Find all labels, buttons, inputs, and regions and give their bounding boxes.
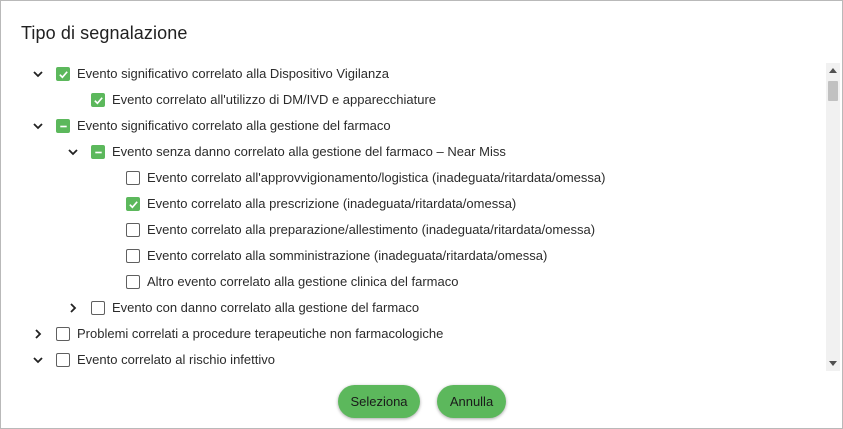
checkbox-unchecked[interactable] — [126, 171, 140, 185]
checkbox-indeterminate[interactable] — [56, 119, 70, 133]
check-icon — [93, 95, 104, 106]
checkbox-unchecked[interactable] — [126, 275, 140, 289]
check-icon — [58, 69, 69, 80]
tree-view — [21, 61, 826, 371]
dialog-title: Tipo di segnalazione — [21, 23, 188, 43]
check-icon — [128, 199, 139, 210]
scroll-down-arrow-icon[interactable] — [826, 357, 840, 371]
tree-item-label: Evento significativo correlato alla Dispositivo Vigilanza — [77, 66, 389, 81]
tree-item-label: Evento correlato alla preparazione/allestimento (inadeguata/ritardata/omessa) — [147, 222, 596, 237]
chevron-right-icon[interactable] — [31, 327, 45, 341]
select-button[interactable]: Seleziona — [338, 385, 420, 418]
minus-icon — [93, 147, 104, 158]
cancel-button[interactable]: Annulla — [437, 385, 506, 418]
chevron-down-icon[interactable] — [66, 145, 80, 159]
tree-item-label: Evento correlato alla somministrazione (inadeguata/ritardata/omessa) — [147, 248, 548, 263]
tree-item-label: Evento correlato all'utilizzo di DM/IVD e apparecchiature — [112, 92, 437, 107]
tree-item-somministrazione[interactable] — [21, 243, 826, 269]
tree-item-label: Evento significativo correlato alla gestione del farmaco — [77, 118, 391, 133]
tree-item-gestione-farmaco[interactable] — [21, 113, 826, 139]
minus-icon — [58, 121, 69, 132]
tree-item-altro-evento[interactable] — [21, 269, 826, 295]
scrollbar-thumb[interactable] — [828, 81, 838, 101]
checkbox-unchecked[interactable] — [126, 249, 140, 263]
checkbox-checked[interactable] — [126, 197, 140, 211]
tree-item-preparazione[interactable] — [21, 217, 826, 243]
tree-item-procedure-terapeutiche[interactable] — [21, 321, 826, 347]
tree-item-rischio-infettivo[interactable] — [21, 347, 826, 371]
checkbox-checked[interactable] — [56, 67, 70, 81]
tree-item-label: Altro evento correlato alla gestione clinica del farmaco — [147, 274, 459, 289]
chevron-right-icon[interactable] — [66, 301, 80, 315]
tree-item-label: Problemi correlati a procedure terapeutiche non farmacologiche — [77, 326, 444, 341]
chevron-down-icon[interactable] — [31, 67, 45, 81]
checkbox-unchecked[interactable] — [126, 223, 140, 237]
scroll-up-arrow-icon[interactable] — [826, 63, 840, 77]
vertical-scrollbar[interactable] — [826, 63, 840, 371]
tree-item-dispositivo-vigilanza[interactable] — [21, 61, 826, 87]
chevron-down-icon[interactable] — [31, 353, 45, 367]
tree-item-utilizzo-dm-ivd[interactable] — [21, 87, 826, 113]
tree-item-con-danno[interactable] — [21, 295, 826, 321]
tree-item-prescrizione[interactable] — [21, 191, 826, 217]
tree-item-label: Evento correlato all'approvvigionamento/logistica (inadeguata/ritardata/omessa) — [147, 170, 606, 185]
chevron-down-icon[interactable] — [31, 119, 45, 133]
checkbox-checked[interactable] — [91, 93, 105, 107]
checkbox-unchecked[interactable] — [91, 301, 105, 315]
checkbox-indeterminate[interactable] — [91, 145, 105, 159]
tree-item-label: Evento correlato alla prescrizione (inadeguata/ritardata/omessa) — [147, 196, 517, 211]
checkbox-unchecked[interactable] — [56, 353, 70, 367]
tree-item-label: Evento con danno correlato alla gestione del farmaco — [112, 300, 420, 315]
tree-item-label: Evento correlato al rischio infettivo — [77, 352, 275, 367]
tree-item-label: Evento senza danno correlato alla gestione del farmaco – Near Miss — [112, 144, 506, 159]
tree-item-approvvigionamento[interactable] — [21, 165, 826, 191]
tree-item-near-miss[interactable] — [21, 139, 826, 165]
checkbox-unchecked[interactable] — [56, 327, 70, 341]
